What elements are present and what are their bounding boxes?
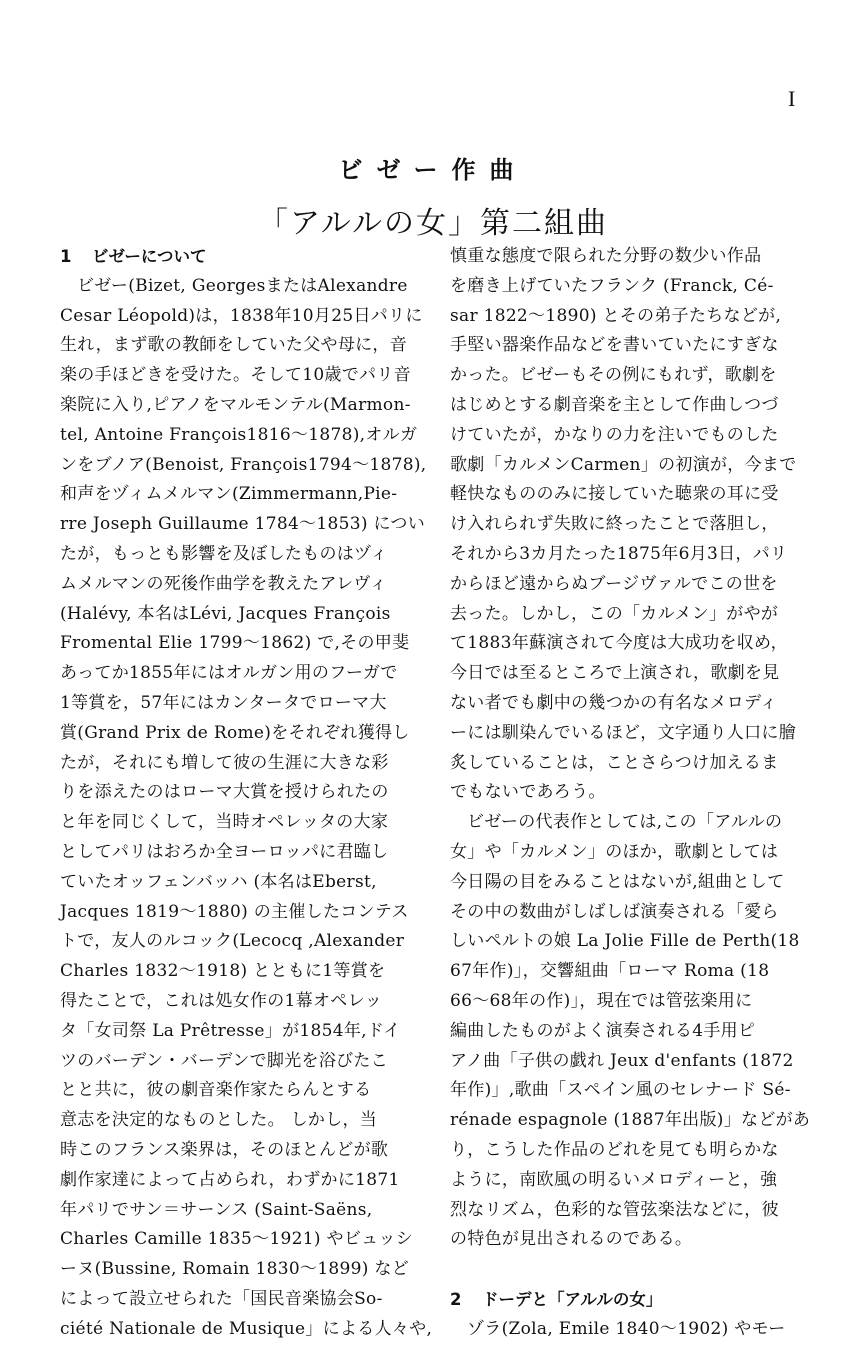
text-line: 今日陽の目をみることはないが,組曲として xyxy=(450,871,785,892)
text-line: 今日では至るところで上演され，歌劇を見 xyxy=(450,663,780,684)
section-2-first-line: ゾラ(Zola, Emile 1840～1902) やモー xyxy=(467,1318,786,1339)
text-line: Jacques 1819～1880) の主催したコンテス xyxy=(60,901,409,922)
text-line: 編曲したものがよく演奏される4手用ピ xyxy=(450,1020,756,1041)
text-line: 手堅い器楽作品などを書いていたにすぎな xyxy=(450,335,779,356)
text-line: 楽の手ほどきを受けた。そして10歳でパリ音 xyxy=(60,365,411,386)
text-line: トで，友人のルコック(Lecocq ,Alexander xyxy=(60,931,405,952)
text-line: を磨き上げていたフランク (Franck, Cé- xyxy=(450,275,774,296)
text-line: rénade espagnole (1887年出版)」などがあ xyxy=(450,1110,811,1131)
section-1-title: ビゼーについて xyxy=(92,247,207,266)
text-line: 炙していることは，ことさらつけ加えるま xyxy=(450,752,779,773)
text-line: 和声をヅィムメルマン(Zimmermann,Pie- xyxy=(60,484,398,505)
section-1-body-right xyxy=(450,242,800,808)
text-line: あってか1855年にはオルガン用のフーガで xyxy=(60,663,398,684)
text-line: その中の数曲がしばしば演奏される「愛ら xyxy=(450,901,779,922)
text-line: 意志を決定的なものとした。 しかし，当 xyxy=(60,1110,378,1131)
text-line: Fromental Elie 1799～1862) で,その甲斐 xyxy=(60,633,410,654)
text-line: ーヌ(Bussine, Romain 1830～1899) など xyxy=(60,1259,410,1280)
text-line: ように，南欧風の明るいメロディーと，強 xyxy=(450,1169,778,1190)
text-line: ツのバーデン・バーデンで脚光を浴びたこ xyxy=(60,1050,389,1071)
text-line: 賞(Grand Prix de Rome)をそれぞれ獲得し xyxy=(60,722,410,743)
text-line: 1等賞を，57年にはカンタータでローマ大 xyxy=(60,692,387,713)
text-line: タ「女司祭 La Prêtresse」が1854年,ドイ xyxy=(60,1020,401,1041)
composer-heading: ビゼー作曲 xyxy=(338,156,528,184)
text-line: 楽院に入り,ピアノをマルモンテル(Marmon- xyxy=(60,394,411,415)
section-spacer xyxy=(450,1255,800,1285)
text-line: かった。ビゼーもその例にもれず，歌劇を xyxy=(450,365,777,386)
text-line: しいペルトの娘 La Jolie Fille de Perth(18 xyxy=(450,931,800,952)
text-line: アノ曲「子供の戯れ Jeux d'enfants (1872 xyxy=(450,1050,794,1071)
text-line: とと共に，彼の劇音楽作家たらんとする xyxy=(60,1080,372,1101)
text-line: り，こうした作品のどれを見ても明らかな xyxy=(450,1139,779,1160)
text-line: 得たことで，これは処女作の1幕オペレッ xyxy=(60,990,383,1011)
text-line: て1883年蘇演されて今度は大成功を収め， xyxy=(450,633,788,654)
text-line: からほど遠からぬブージヴァルでこの世を xyxy=(450,573,778,594)
left-column xyxy=(60,242,433,1344)
text-line: 歌劇「カルメンCarmen」の初演が，今まで xyxy=(450,454,797,475)
text-line: ない者でも劇中の幾つかの有名なメロディ xyxy=(450,692,778,713)
section-2-heading xyxy=(450,1285,800,1315)
section-2-title: ドーデと「アルルの女」 xyxy=(482,1290,663,1310)
text-line: rre Joseph Guillaume 1784～1853) につい xyxy=(60,514,426,535)
text-line: Charles Camille 1835～1921) やビュッシ xyxy=(60,1229,414,1250)
text-line: 年パリでサン＝サーンス (Saint-Saëns, xyxy=(60,1199,373,1220)
text-line: りを添えたのはローマ大賞を授けられたの xyxy=(60,782,389,803)
text-line: それから3カ月たった1875年6月3日，パリ xyxy=(450,543,788,564)
text-line: ムメルマンの死後作曲学を教えたアレヴィ xyxy=(60,573,387,594)
text-line: ンをブノア(Benoist, François1794～1878), xyxy=(60,454,427,475)
text-line: 軽快なもののみに接していた聴衆の耳に受 xyxy=(450,484,779,505)
text-line: 年作)」,歌曲「スペイン風のセレナード Sé- xyxy=(450,1080,791,1101)
text-line: ビゼーの代表作としては,この「アルルの xyxy=(467,812,783,833)
section-1-number: 1 xyxy=(60,247,72,266)
text-line: たが，それにも増して彼の生涯に大きな彩 xyxy=(60,752,389,773)
text-line: 女」や「カルメン」のほか，歌劇としては xyxy=(450,841,779,862)
text-line: け入れられず失敗に終ったことで落胆し， xyxy=(450,514,779,535)
text-line: と年を同じくして，当時オペレッタの大家 xyxy=(60,812,389,833)
text-line: Cesar Léopold)は，1838年10月25日パリに xyxy=(60,305,423,326)
text-line: 生れ，まず歌の教師をしていた父や母に，音 xyxy=(60,335,408,356)
section-1-paragraph-2 xyxy=(450,808,811,1255)
text-line: ビゼー(Bizet, GeorgesまたはAlexandre xyxy=(77,275,408,296)
text-line: 去った。しかし，この「カルメン」がやが xyxy=(450,603,779,624)
page-number: I xyxy=(788,86,796,111)
text-line: はじめとする劇音楽を主として作曲しつづ xyxy=(450,394,779,415)
text-line: ciété Nationale de Musique」による人々や, xyxy=(60,1318,433,1339)
text-line: 67年作)」，交響組曲「ローマ Roma (18 xyxy=(450,961,770,982)
text-line: としてパリはおろか全ヨーロッパに君臨し xyxy=(60,841,389,862)
section-1-body-left xyxy=(60,272,433,1345)
text-line: sar 1822～1890) とその弟子たちなどが, xyxy=(450,305,782,326)
text-line: 烈なリズム，色彩的な管弦楽法などに，彼 xyxy=(450,1199,779,1220)
page-title: 「アルルの女」第二組曲 xyxy=(257,206,609,241)
text-line: たが，もっとも影響を及ぼしたものはヅィ xyxy=(60,543,388,564)
text-line: tel, Antoine François1816～1878),オルガ xyxy=(60,424,418,445)
text-line: 時このフランス楽界は，そのほとんどが歌 xyxy=(60,1139,389,1160)
text-line: 慎重な態度で限られた分野の数少い作品 xyxy=(450,246,762,266)
text-line: けていたが，かなりの力を注いでものした xyxy=(450,424,779,445)
text-line: によって設立せられた「国民音楽協会So- xyxy=(60,1288,383,1309)
text-line: ーには馴染んでいるほど，文字通り人口に膾 xyxy=(450,722,796,743)
text-line: 66～68年の作)」，現在では管弦楽用に xyxy=(450,990,753,1011)
text-line: でもないであろう。 xyxy=(450,782,606,803)
text-line: (Halévy, 本名はLévi, Jacques François xyxy=(60,603,391,624)
text-line: の特色が見出されるのである。 xyxy=(450,1229,693,1250)
right-column xyxy=(450,242,811,1345)
text-line: 劇作家達によって占められ，わずかに1871 xyxy=(60,1169,400,1190)
text-line: Charles 1832～1918) とともに1等賞を xyxy=(60,961,386,982)
section-1-heading xyxy=(60,242,410,272)
text-line: ていたオッフェンバッハ (本名はEberst, xyxy=(60,871,377,892)
section-2-number: 2 xyxy=(450,1290,462,1310)
